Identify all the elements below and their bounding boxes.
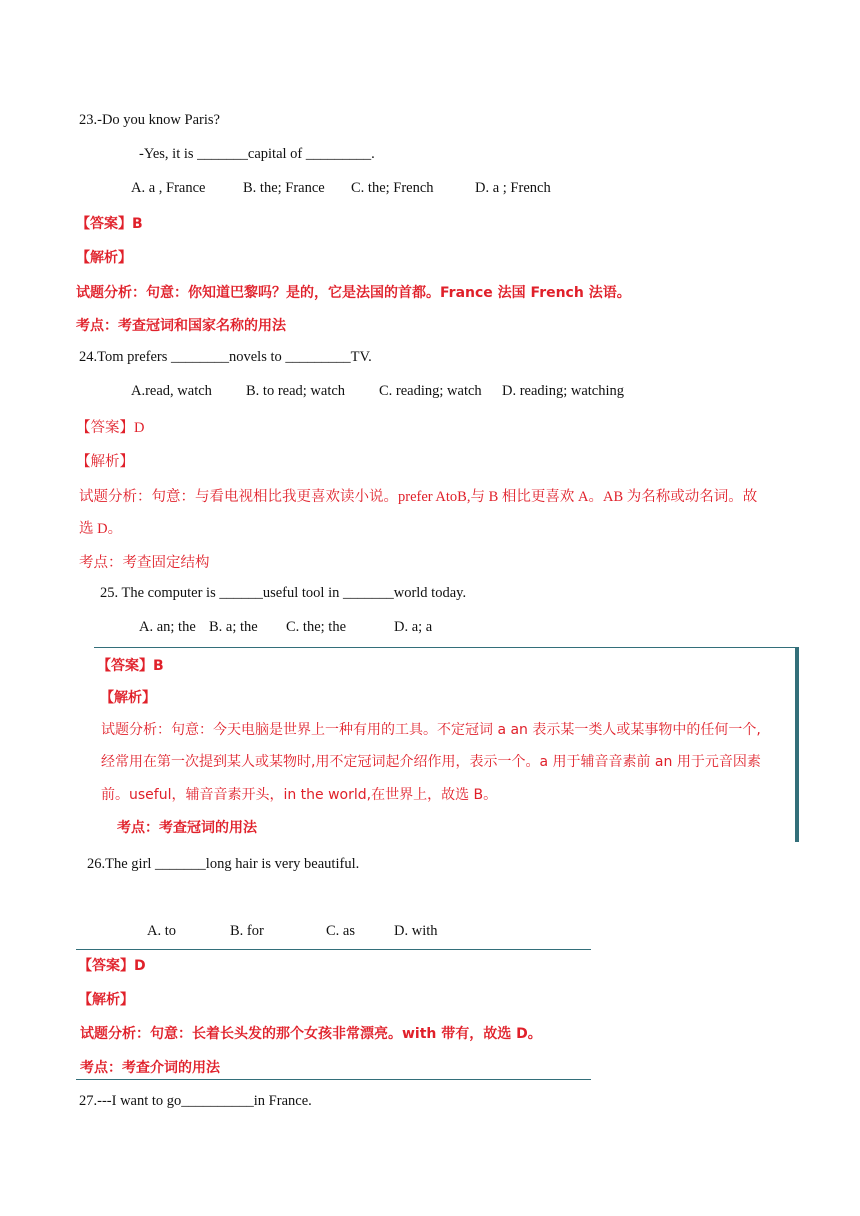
- q23-analysis-label: 【解析】: [76, 250, 132, 266]
- q23-point: 考点：考查冠词和国家名称的用法: [76, 318, 286, 334]
- q25-point: 考点：考查冠词的用法: [117, 820, 257, 836]
- q25-analysis-line1: 试题分析：句意：今天电脑是世界上一种有用的工具。不定冠词 a an 表示某一类人或某事物中的任何一个,: [101, 722, 761, 738]
- q25-option-b: B. a; the: [209, 619, 258, 635]
- q26-stem: 26.The girl _______long hair is very beautiful.: [87, 856, 360, 872]
- q26-option-a: A. to: [147, 923, 176, 939]
- q24-option-c: C. reading; watch: [379, 383, 482, 399]
- q23-reply: -Yes, it is _______capital of _________.: [139, 146, 375, 162]
- q26-option-b: B. for: [230, 923, 264, 939]
- q25-answer: 【答案】B: [97, 658, 164, 674]
- q23-stem: 23.-Do you know Paris?: [79, 112, 220, 128]
- q23-options: [131, 180, 551, 197]
- q24-option-b: B. to read; watch: [246, 383, 346, 399]
- q23-option-b: B. the; France: [243, 180, 325, 196]
- q23-option-c: C. the; French: [351, 180, 434, 196]
- q26-divider-top: [76, 949, 591, 950]
- q24-option-d: D. reading; watching: [502, 383, 625, 399]
- q24-options: [131, 383, 624, 400]
- q23-option-d: D. a ; French: [475, 180, 551, 196]
- q25-analysis-line2: 经常用在第一次提到某人或某物时,用不定冠词起介绍作用，表示一个。a 用于辅音音素前 an 用于元音因素: [101, 754, 761, 770]
- q25-stem: 25. The computer is ______useful tool in _______world today.: [100, 585, 467, 601]
- q25-box-right-border: [795, 647, 799, 842]
- q26-divider-bottom: [76, 1079, 591, 1080]
- q24-analysis-label: 【解析】: [76, 454, 134, 470]
- q26-answer: 【答案】D: [78, 958, 146, 974]
- q26-point: 考点：考查介词的用法: [80, 1060, 220, 1076]
- q23-answer: 【答案】B: [76, 216, 143, 232]
- q26-analysis: 试题分析：句意：长着长头发的那个女孩非常漂亮。with 带有，故选 D。: [80, 1026, 542, 1042]
- q24-option-a: A.read, watch: [131, 383, 212, 399]
- q25-option-c: C. the; the: [286, 619, 347, 635]
- q27-stem: 27.---I want to go__________in France.: [79, 1093, 312, 1109]
- q26-analysis-label: 【解析】: [78, 992, 134, 1008]
- q26-options: [147, 923, 438, 940]
- q25-option-d: D. a; a: [394, 619, 433, 635]
- q24-analysis-line1: 试题分析：句意：与看电视相比我更喜欢读小说。prefer AtoB,与 B 相比更喜欢 A。AB 为名称或动名词。故: [79, 489, 758, 505]
- q26-option-c: C. as: [326, 923, 355, 939]
- q25-analysis-line3: 前。useful，辅音音素开头，in the world,在世界上，故选 B。: [101, 787, 498, 803]
- q24-point: 考点：考查固定结构: [79, 555, 210, 571]
- q23-option-a: A. a , France: [131, 180, 206, 196]
- q24-stem: 24.Tom prefers ________novels to _________TV.: [79, 349, 372, 365]
- q24-analysis-line2: 选 D。: [79, 521, 123, 537]
- q25-options: [139, 619, 432, 636]
- q25-option-a: A. an; the: [139, 619, 196, 635]
- q25-box-top-border: [94, 647, 798, 648]
- q25-analysis-label: 【解析】: [100, 690, 156, 706]
- q24-answer: 【答案】D: [76, 420, 145, 436]
- q23-analysis: 试题分析：句意：你知道巴黎吗？是的，它是法国的首都。France 法国 French 法语。: [76, 285, 631, 301]
- q26-option-d: D. with: [394, 923, 438, 939]
